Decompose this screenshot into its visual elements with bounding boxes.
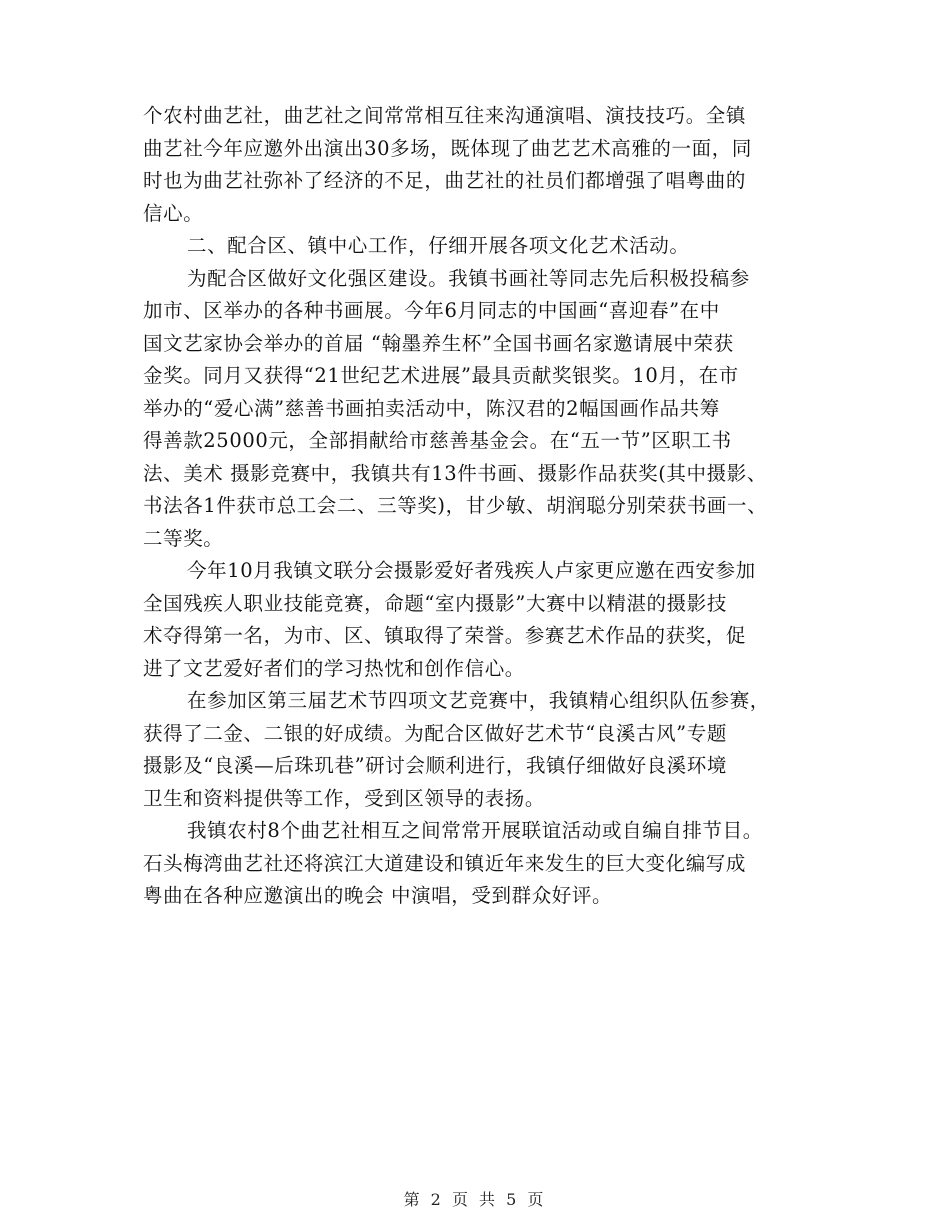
- paragraph-line: 金奖。同月又获得“21世纪艺术进展”最具贡献奖银奖。10月，在市: [143, 364, 739, 387]
- paragraph-line: 全国残疾人职业技能竞赛，命题“室内摄影”大赛中以精湛的摄影技: [143, 591, 727, 615]
- paragraph-line: 法、美术 摄影竞赛中，我镇共有13件书画、摄影作品获奖(其中摄影、: [143, 461, 767, 485]
- paragraph-line: 国文艺家协会举办的首届 “翰墨养生杯”全国书画名家邀请展中荣获: [143, 331, 734, 355]
- page-number-footer: 第 2 页 共 5 页: [403, 1190, 547, 1209]
- paragraph-first-line: 二、配合区、镇中心工作，仔细开展各项文化艺术活动。: [187, 234, 690, 257]
- paragraph-line: 书法各1件获市总工会二、三等奖)，甘少敏、胡润聪分别荣获书画一、: [143, 494, 768, 517]
- paragraph-line: 术夺得第一名，为市、区、镇取得了荣誉。参赛艺术作品的获奖，促: [143, 624, 747, 647]
- paragraph-line: 粤曲在各种应邀演出的晚会 中演唱，受到群众好评。: [143, 884, 613, 907]
- paragraph-line: 石头梅湾曲艺社还将滨江大道建设和镇近年来发生的巨大变化编写成: [143, 851, 747, 875]
- paragraph-line: 时也为曲艺社弥补了经济的不足，曲艺社的社员们都增强了唱粤曲的: [143, 169, 747, 192]
- paragraph-line: 摄影及“良溪—后珠玑巷”研讨会顺利进行，我镇仔细做好良溪环境: [143, 754, 727, 777]
- paragraph-line: 加市、区举办的各种书画展。今年6月同志的中国画“喜迎春”在中: [143, 299, 720, 322]
- paragraph-line: 得善款25000元，全部捐献给市慈善基金会。在“五一节”区职工书: [143, 429, 732, 452]
- paragraph-first-line: 在参加区第三届艺术节四项文艺竞赛中，我镇精心组织队伍参赛，: [187, 689, 770, 712]
- paragraph-line: 举办的“爱心满”慈善书画拍卖活动中，陈汉君的2幅国画作品共筹: [143, 396, 720, 420]
- paragraph-line: 进了文艺爱好者们的学习热忱和创作信心。: [143, 656, 525, 680]
- paragraph-line: 二等奖。: [143, 526, 224, 550]
- paragraph-line: 获得了二金、二银的好成绩。为配合区做好艺术节“良溪古风”专题: [143, 721, 727, 745]
- paragraph-first-line: 我镇农村8个曲艺社相互之间常常开展联谊活动或自编自排节目。: [187, 819, 763, 842]
- paragraph-line: 卫生和资料提供等工作，受到区领导的表扬。: [143, 786, 546, 810]
- paragraph-line: 曲艺社今年应邀外出演出30多场，既体现了曲艺艺术高雅的一面，同: [143, 136, 752, 160]
- paragraph-first-line: 今年10月我镇文联分会摄影爱好者残疾人卢家更应邀在西安参加: [187, 559, 756, 582]
- paragraph-line: 信心。: [143, 201, 204, 225]
- paragraph-first-line: 为配合区做好文化强区建设。我镇书画社等同志先后积极投稿参: [187, 266, 750, 290]
- paragraph-line: 个农村曲艺社，曲艺社之间常常相互往来沟通演唱、演技技巧。全镇: [143, 104, 747, 127]
- document-body: [143, 100, 813, 913]
